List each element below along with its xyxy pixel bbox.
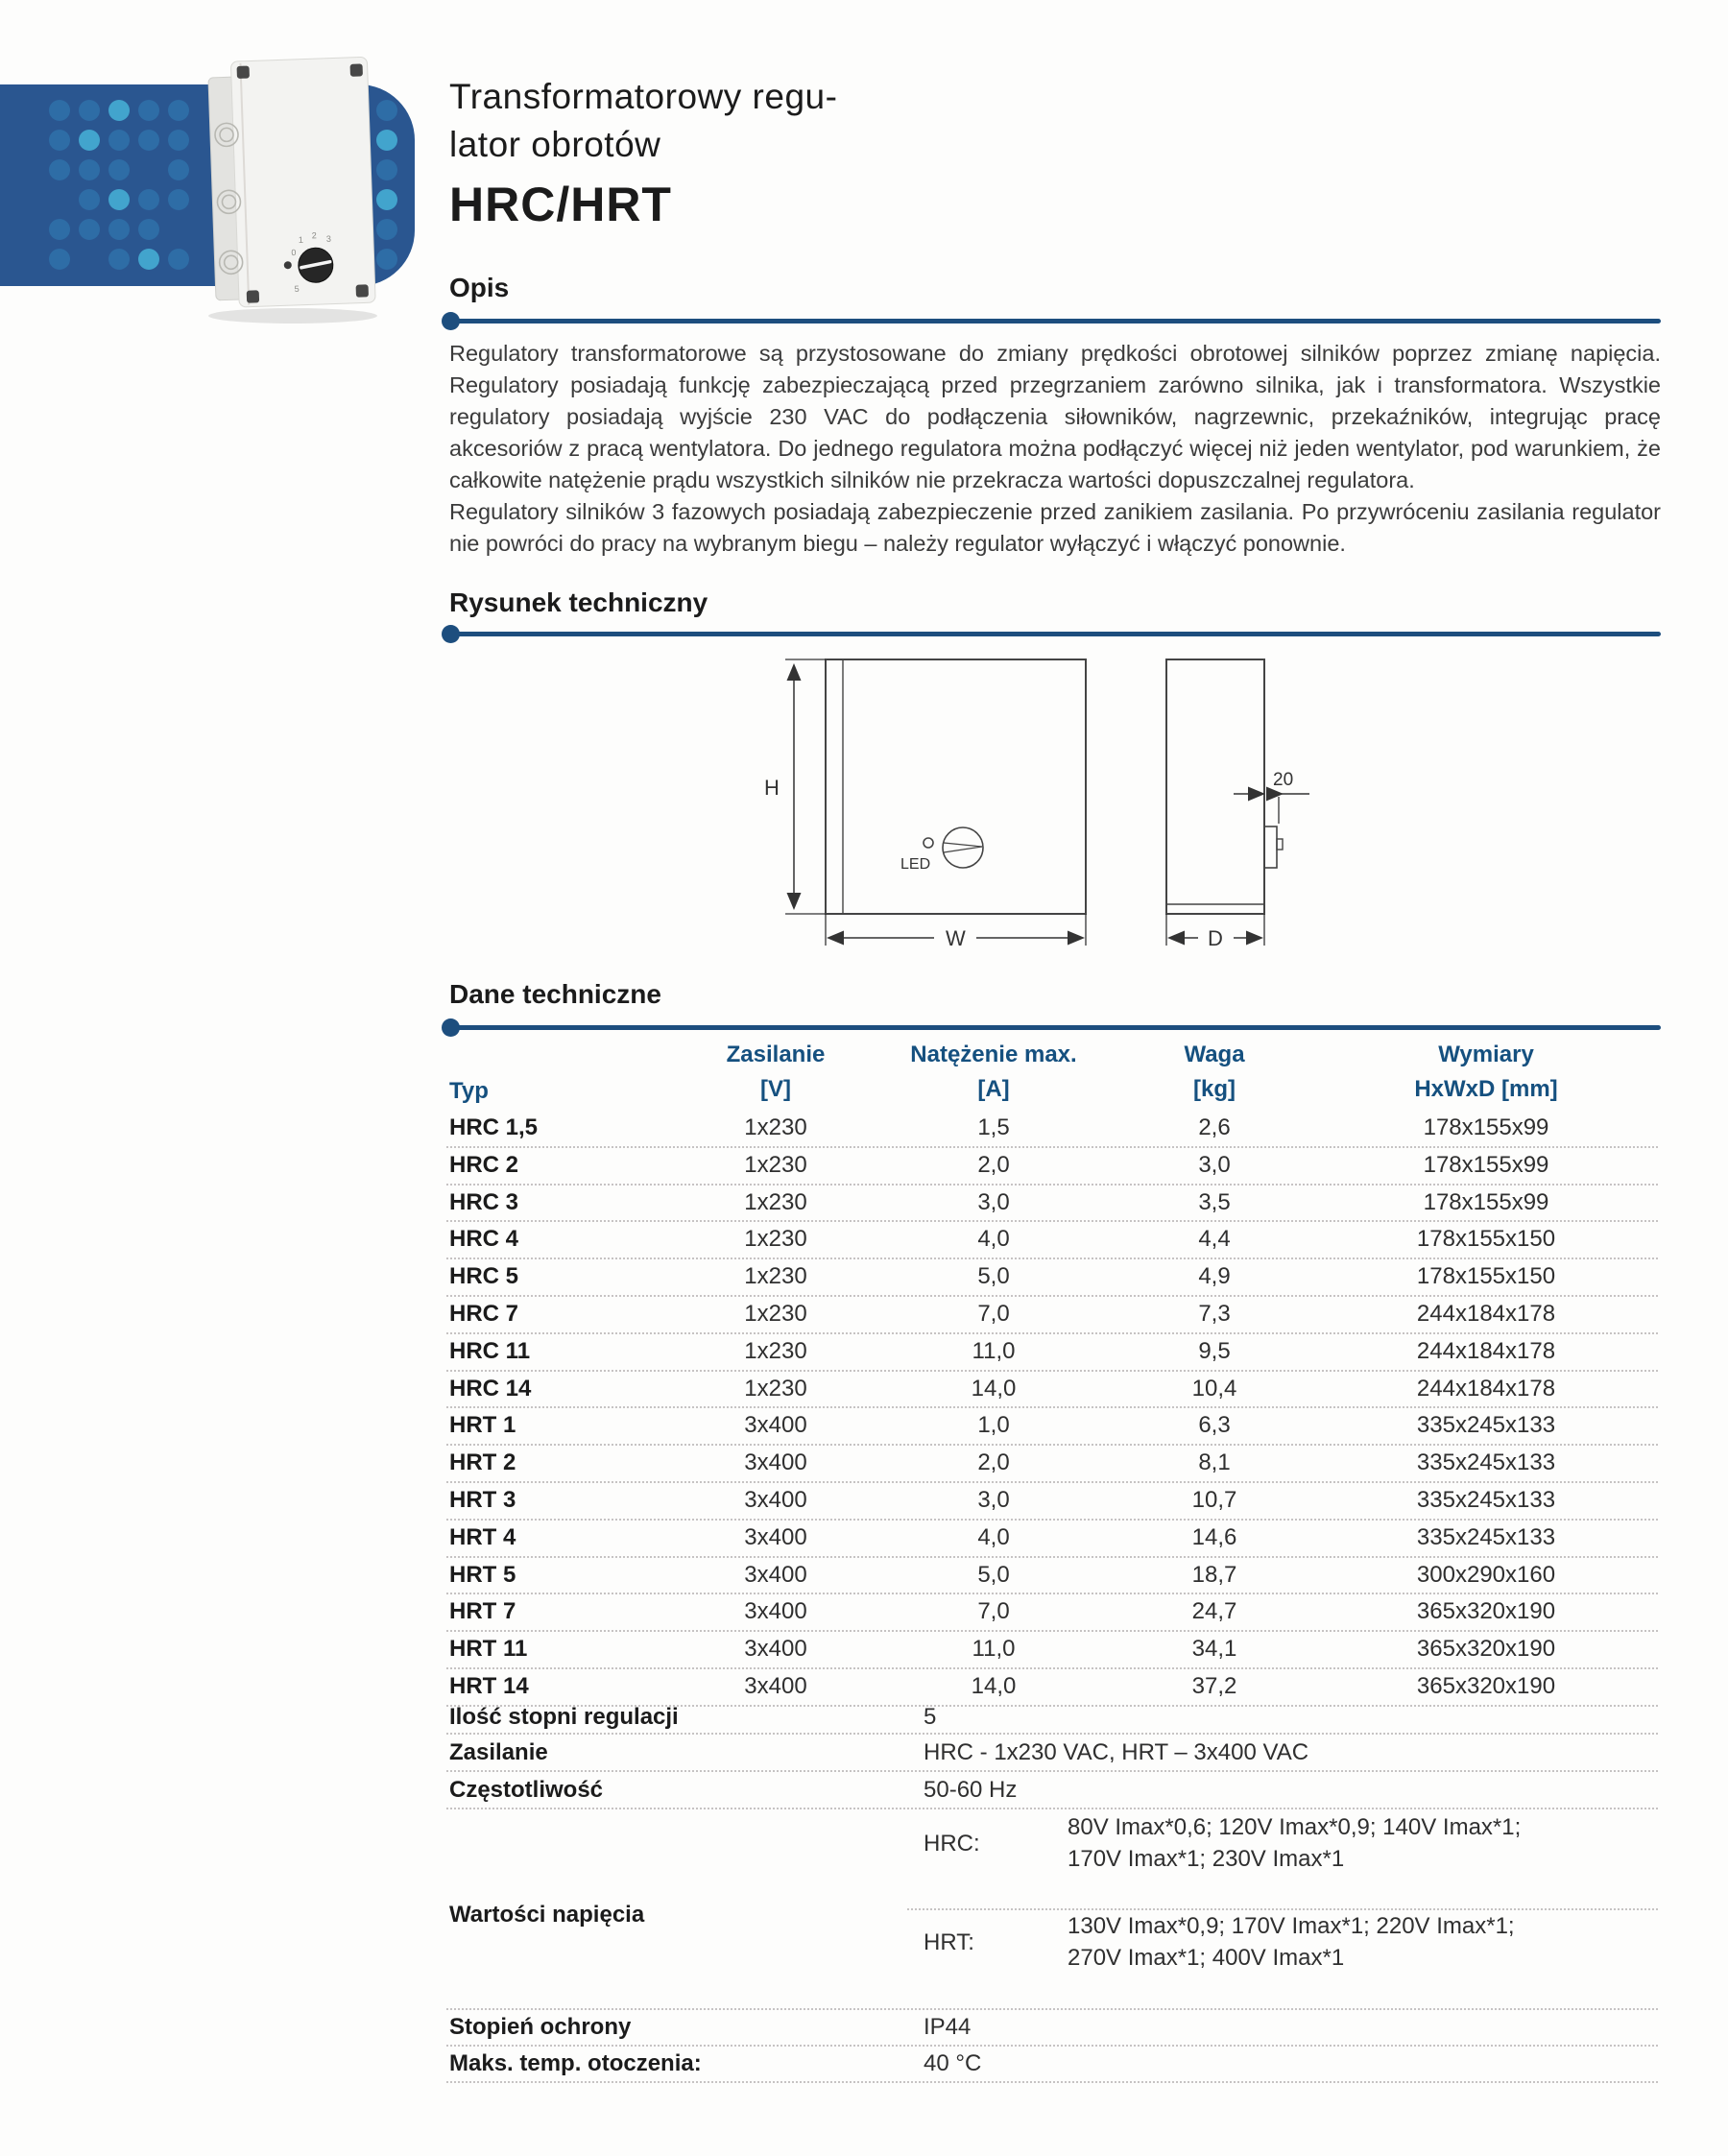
cell-waga: 4,9 (1198, 1263, 1231, 1290)
cell-natezenie: 4,0 (977, 1226, 1010, 1253)
product-photo (197, 44, 389, 332)
cell-typ: HRT 1 (449, 1412, 516, 1439)
cell-typ: HRT 2 (449, 1449, 516, 1476)
section-heading-dane: Dane techniczne (449, 979, 661, 1009)
cell-zasilanie: 1x230 (744, 1226, 807, 1253)
cell-waga: 24,7 (1191, 1598, 1237, 1625)
photo-shadow (208, 308, 377, 323)
cell-waga: 6,3 (1198, 1412, 1231, 1439)
table-header (446, 1042, 1658, 1111)
cell-waga: 34,1 (1191, 1636, 1237, 1663)
cell-natezenie: 1,5 (977, 1114, 1010, 1140)
table-row (446, 1521, 1658, 1558)
cell-wymiary: 365x320x190 (1416, 1636, 1556, 1663)
cell-zasilanie: 1x230 (744, 1151, 807, 1178)
cell-waga: 3,0 (1198, 1151, 1231, 1178)
cell-wymiary: 365x320x190 (1416, 1598, 1556, 1625)
cell-zasilanie: 1x230 (744, 1263, 807, 1290)
col-header-typ: Typ (449, 1078, 489, 1104)
hrt-values-line2: 270V Imax*1; 400V Imax*1 (1068, 1945, 1345, 1971)
mounting-tab-notch (1277, 839, 1283, 850)
svg-text:1: 1 (298, 234, 304, 245)
cell-natezenie: 3,0 (977, 1486, 1010, 1513)
cell-zasilanie: 1x230 (744, 1375, 807, 1401)
spec-row-stopnie (446, 1701, 1658, 1735)
hrt-key: HRT: (924, 1929, 974, 1955)
cell-typ: HRC 5 (449, 1263, 519, 1290)
col-header-zasilanie: Zasilanie [V] (726, 1042, 826, 1102)
spec-list (446, 1701, 1658, 2083)
table-row (446, 1259, 1658, 1297)
cell-wymiary: 178x155x99 (1423, 1151, 1549, 1178)
cell-natezenie: 2,0 (977, 1151, 1010, 1178)
technical-data-table (446, 1042, 1658, 1707)
cell-natezenie: 11,0 (972, 1337, 1016, 1364)
cell-typ: HRT 7 (449, 1598, 516, 1625)
cell-zasilanie: 1x230 (744, 1114, 807, 1140)
cell-waga: 18,7 (1191, 1561, 1237, 1588)
section-heading-opis: Opis (449, 273, 510, 302)
cell-typ: HRC 2 (449, 1151, 519, 1178)
section-heading-rysunek: Rysunek techniczny (449, 587, 708, 617)
table-row (446, 1334, 1658, 1372)
spec-value: IP44 (924, 2014, 972, 2040)
cell-zasilanie: 3x400 (744, 1486, 807, 1513)
corner-screw (350, 63, 363, 76)
section-rule (449, 632, 1661, 636)
spec-value: 50-60 Hz (924, 1777, 1018, 1803)
cell-typ: HRT 3 (449, 1486, 516, 1513)
cell-waga: 10,7 (1191, 1486, 1237, 1513)
cell-zasilanie: 1x230 (744, 1188, 807, 1215)
mounting-tab (1264, 826, 1277, 868)
spec-row-wartosci-napiecia (446, 1809, 1658, 2010)
table-row (446, 1632, 1658, 1669)
spec-label: Wartości napięcia (449, 1902, 645, 1928)
table-row (446, 1372, 1658, 1409)
table-body (446, 1111, 1658, 1707)
hrt-values-line1: 130V Imax*0,9; 170V Imax*1; 220V Imax*1; (1068, 1913, 1515, 1939)
cell-wymiary: 244x184x178 (1416, 1375, 1556, 1401)
table-row (446, 1111, 1658, 1148)
cell-natezenie: 2,0 (977, 1449, 1010, 1476)
cell-zasilanie: 1x230 (744, 1337, 807, 1364)
cell-zasilanie: 1x230 (744, 1300, 807, 1327)
hrc-values-line2: 170V Imax*1; 230V Imax*1 (1068, 1846, 1345, 1872)
page-title-line1: Transformatorowy regu- (449, 77, 838, 116)
drawing-led (924, 838, 933, 848)
cell-natezenie: 7,0 (977, 1300, 1010, 1327)
cell-natezenie: 7,0 (977, 1598, 1010, 1625)
description-paragraph-1: Regulatory transformatorowe są przystosowane do zmiany prędkości obrotowej silników poprzez zmianę napięcia. Regulatory posiadają funkcję zabezpieczającą przed przegrzaniem zarówno silnika, jak i transformatora. Wszystkie regulatory posiadają wyjście 230 VAC do podłączenia siłowników, nagrzewnic, przekaźników, integrując pracę akcesoriów z pracą wentylatora. Do jednego regulatora można podłączyć więcej niż jeden wentylator, pod warunkiem, że całkowite natężenie prądu wszystkich silników nie przekracza wartości dopuszczalnej regulatora. (449, 341, 1661, 492)
spec-label: Ilość stopni regulacji (449, 1704, 679, 1730)
dim20-label: 20 (1273, 770, 1294, 790)
d-dimension-label: D (1208, 926, 1223, 950)
col-header-waga: Waga [kg] (1184, 1042, 1245, 1102)
cell-wymiary: 244x184x178 (1416, 1300, 1556, 1327)
inner-dotted-separator (907, 1908, 1658, 1910)
spec-row-stopien-ochrony (446, 2010, 1658, 2047)
cell-typ: HRC 11 (449, 1337, 531, 1364)
table-row (446, 1222, 1658, 1259)
page-title-line2: lator obrotów (449, 125, 661, 164)
cell-wymiary: 335x245x133 (1416, 1412, 1556, 1439)
cell-wymiary: 178x155x99 (1423, 1114, 1549, 1140)
cell-wymiary: 300x290x160 (1416, 1561, 1556, 1588)
cell-zasilanie: 3x400 (744, 1598, 807, 1625)
cell-typ: HRT 5 (449, 1561, 516, 1588)
cell-waga: 10,4 (1191, 1375, 1237, 1401)
col-header-natezenie: Natężenie max. [A] (910, 1042, 1077, 1102)
spec-row-maks-temp (446, 2047, 1658, 2083)
cell-wymiary: 178x155x150 (1416, 1263, 1556, 1290)
cell-typ: HRT 14 (449, 1672, 529, 1699)
table-row (446, 1297, 1658, 1334)
svg-text:5: 5 (294, 283, 300, 295)
table-row (446, 1483, 1658, 1521)
cell-wymiary: 335x245x133 (1416, 1486, 1556, 1513)
cell-natezenie: 3,0 (977, 1188, 1010, 1215)
cell-waga: 9,5 (1198, 1337, 1231, 1364)
cell-typ: HRC 14 (449, 1375, 532, 1401)
table-row (446, 1186, 1658, 1223)
spec-row-zasilanie (446, 1735, 1658, 1772)
cell-natezenie: 5,0 (977, 1561, 1010, 1588)
cell-waga: 14,6 (1191, 1523, 1237, 1550)
front-view-outline (826, 659, 1086, 914)
svg-text:2: 2 (311, 230, 317, 241)
w-dimension-label: W (946, 926, 966, 950)
title-block (449, 73, 1313, 232)
table-row (446, 1558, 1658, 1595)
cell-wymiary: 178x155x150 (1416, 1226, 1556, 1253)
cell-wymiary: 335x245x133 (1416, 1449, 1556, 1476)
corner-screw (356, 284, 369, 297)
cell-wymiary: 178x155x99 (1423, 1188, 1549, 1215)
corner-screw (237, 66, 250, 79)
svg-text:0: 0 (291, 247, 297, 258)
spec-label: Maks. temp. otoczenia: (449, 2050, 702, 2076)
cell-natezenie: 14,0 (971, 1672, 1017, 1699)
side-view-outline (1166, 659, 1264, 914)
spec-label: Zasilanie (449, 1739, 548, 1765)
cell-typ: HRC 3 (449, 1188, 519, 1215)
cell-wymiary: 335x245x133 (1416, 1523, 1556, 1550)
description-paragraph-2: Regulatory silników 3 fazowych posiadają zabezpieczenie przed zanikiem zasilania. Po przywróceniu zasilania regulator nie powróci do pracy na wybranym biegu – należy regulator wyłączyć i włączyć ponownie. (449, 499, 1661, 556)
table-row (446, 1408, 1658, 1446)
technical-drawing (749, 645, 1363, 981)
description-text (449, 338, 1661, 560)
cell-waga: 7,3 (1198, 1300, 1231, 1327)
cell-zasilanie: 3x400 (744, 1523, 807, 1550)
section-rule (449, 1025, 1661, 1030)
cell-natezenie: 4,0 (977, 1523, 1010, 1550)
cell-waga: 37,2 (1191, 1672, 1237, 1699)
spec-label: Częstotliwość (449, 1777, 604, 1803)
cell-zasilanie: 3x400 (744, 1449, 807, 1476)
cell-typ: HRC 1,5 (449, 1114, 539, 1140)
cell-typ: HRT 11 (449, 1636, 528, 1663)
cell-zasilanie: 3x400 (744, 1672, 807, 1699)
table-row (446, 1446, 1658, 1483)
h-dimension-label: H (764, 776, 780, 800)
corner-screw (247, 290, 259, 302)
cell-wymiary: 244x184x178 (1416, 1337, 1556, 1364)
spec-row-czestotliwosc (446, 1772, 1658, 1809)
svg-text:3: 3 (325, 233, 332, 244)
col-header-wymiary: Wymiary HxWxD [mm] (1414, 1042, 1558, 1102)
cell-natezenie: 1,0 (977, 1412, 1010, 1439)
cell-zasilanie: 3x400 (744, 1561, 807, 1588)
led-label: LED (900, 856, 931, 873)
cell-natezenie: 5,0 (977, 1263, 1010, 1290)
hrc-key: HRC: (924, 1831, 980, 1857)
cell-zasilanie: 3x400 (744, 1636, 807, 1663)
cell-typ: HRC 7 (449, 1300, 519, 1327)
spec-value: 40 °C (924, 2050, 982, 2076)
spec-value: 5 (924, 1704, 937, 1730)
cell-waga: 3,5 (1198, 1188, 1231, 1215)
cell-zasilanie: 3x400 (744, 1412, 807, 1439)
spec-value: HRC - 1x230 VAC, HRT – 3x400 VAC (924, 1739, 1309, 1765)
cell-typ: HRC 4 (449, 1226, 519, 1253)
cell-waga: 2,6 (1198, 1114, 1231, 1140)
table-row (446, 1594, 1658, 1632)
cell-waga: 8,1 (1198, 1449, 1231, 1476)
spec-label: Stopień ochrony (449, 2014, 632, 2040)
product-model: HRC/HRT (449, 178, 672, 231)
cell-waga: 4,4 (1198, 1226, 1231, 1253)
hrc-values-line1: 80V Imax*0,6; 120V Imax*0,9; 140V Imax*1; (1068, 1814, 1522, 1840)
section-rule (449, 319, 1661, 323)
cell-typ: HRT 4 (449, 1523, 516, 1550)
cell-natezenie: 11,0 (972, 1636, 1016, 1663)
cell-wymiary: 365x320x190 (1416, 1672, 1556, 1699)
table-row (446, 1148, 1658, 1186)
cell-natezenie: 14,0 (971, 1375, 1017, 1401)
